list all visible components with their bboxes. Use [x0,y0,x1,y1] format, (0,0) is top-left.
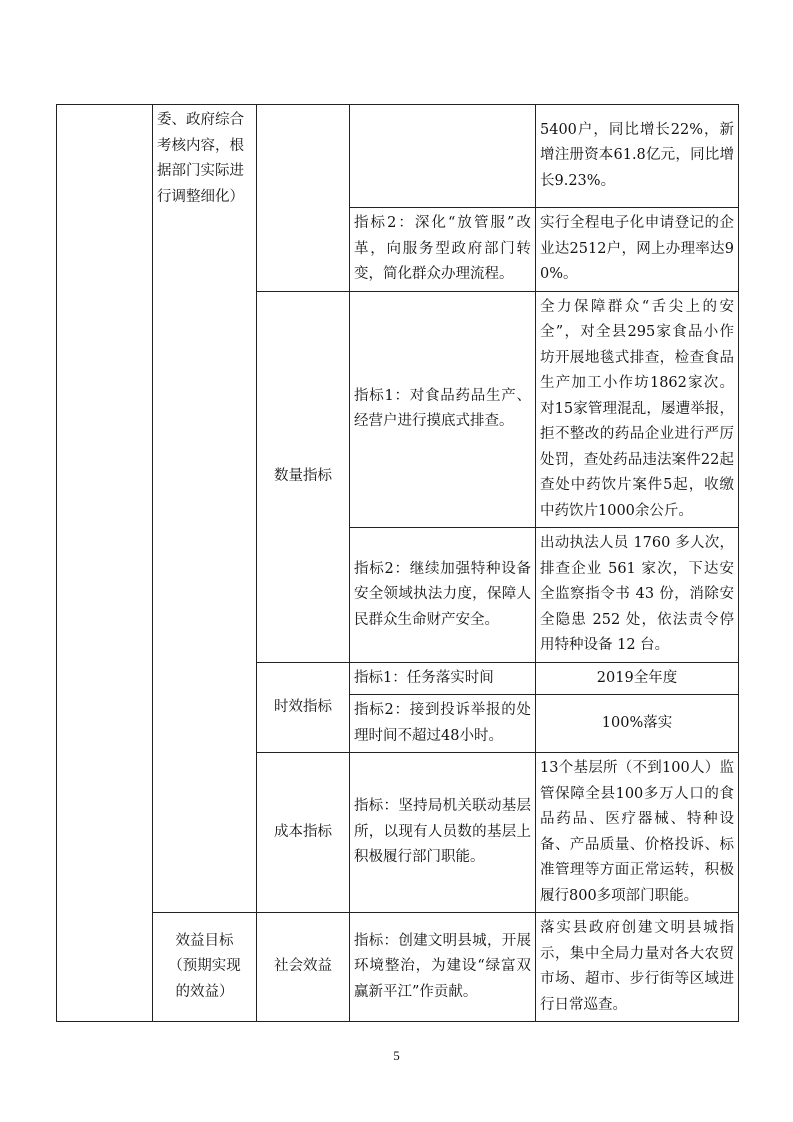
first-column-cell [57,105,153,1022]
result-cell: 100%落实 [536,695,739,753]
result-cell: 5400户，同比增长22%，新增注册资本61.8亿元，同比增长9.23%。 [536,105,739,208]
performance-table [56,104,739,1022]
category-cell-timeliness: 时效指标 [257,662,350,753]
result-cell: 出动执法人员 1760 多人次，排查企业 561 家次，下达安全监察指令书 43 份，消除安全隐患 252 处，依法责令停用特种设备 12 台。 [536,528,739,663]
table-row [57,913,739,1022]
indicator-cell: 指标：坚持局机关联动基层所，以现有人员数的基层上积极履行部门职能。 [350,753,536,913]
result-cell: 实行全程电子化申请登记的企业达2512户，网上办理率达90%。 [536,208,739,292]
result-cell: 落实县政府创建文明县城指示，集中全局力量对各大农贸市场、超市、步行街等区域进行日常巡查。 [536,913,739,1022]
category-cell-social: 社会效益 [257,913,350,1022]
indicator-cell: 指标1：对食品药品生产、经营户进行摸底式排查。 [350,291,536,528]
category-cell-quantity: 数量指标 [257,291,350,662]
benefit-goal-cell: 效益目标（预期实现的效益） [153,913,257,1022]
indicator-cell: 指标2：接到投诉举报的处理时间不超过48小时。 [350,695,536,753]
result-cell: 13个基层所（不到100人）监管保障全县100多万人口的食品药品、医疗器械、特种设备、产品质量、价格投诉、标准管理等方面正常运转，积极履行800多项部门职能。 [536,753,739,913]
indicator-cell: 指标：创建文明县城，开展环境整治，为建设“绿富双赢新平江”作贡献。 [350,913,536,1022]
indicator-cell: 指标2：继续加强特种设备安全领域执法力度，保障人民群众生命财产安全。 [350,528,536,663]
indicator-cell-blank [350,105,536,208]
goal-description-cell: 委、政府综合考核内容，根据部门实际进行调整细化） [153,105,257,913]
indicator-cell: 指标1：任务落实时间 [350,662,536,695]
category-cell-blank [257,105,350,292]
result-cell: 2019全年度 [536,662,739,695]
page-number: 5 [393,1048,400,1063]
indicator-cell: 指标2：深化“放管服”改革，向服务型政府部门转变，简化群众办理流程。 [350,208,536,292]
result-cell: 全力保障群众“舌尖上的安全”，对全县295家食品小作坊开展地毯式排查，检查食品生产加工小作坊1862家次。对15家管理混乱，屡遭举报，拒不整改的药品企业进行严厉处罚，查处药品违法案件22起查处中药饮片案件5起，收缴中药饮片1000余公斤。 [536,291,739,528]
category-cell-cost: 成本指标 [257,753,350,913]
table-row [57,105,739,208]
